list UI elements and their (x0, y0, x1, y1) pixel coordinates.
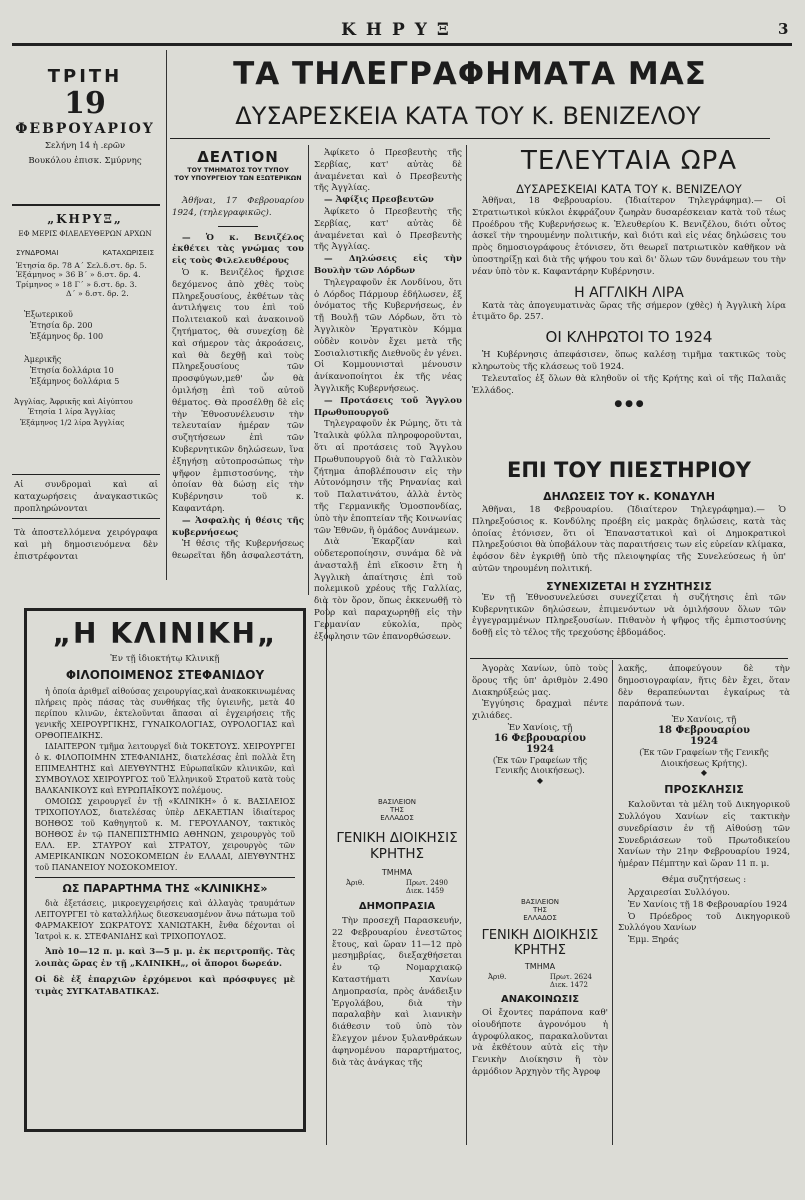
rate-row: Τρίμηνος » 18 Γ΄ » δ.στ. δρ. 3. (16, 279, 137, 289)
conscripts-heading: ΟΙ ΚΛΗΡΩΤΟΙ ΤΟ 1924 (545, 328, 713, 347)
article-paragraph: Ὁ κ. Βενιζέλος ἤρχισε δεχόμενος ἀπὸ χθὲς τοὺς Πληρεξουσίους, ἐκθέτων τὰς ἀντιλήψεις του ἐπὶ τοῦ Πολιτειακοῦ καὶ ἀνακοινοῦ ζητήματος, θὰ συνεχίσῃ δὲ καὶ σήμερον τὰς ἀκροάσεις, καὶ θὰ δεχθῇ καὶ τοὺς Πληρεξουσίους τῶν προσφύγων,μεθ' ὧν θὰ ὁμιλήσῃ ἐπὶ τοῦ αὐτοῦ θέματος. Θὰ προσέλθῃ δὲ εἰς τὴν Ἐθνοσυνέλευσιν τὴν τελευταίαν ἡμέραν τῶν συζητήσεων ἐπὶ τῶν Κυβερνητικῶν δηλώσεων, ἵνα ἐξηγήσῃ αὐτοπροσώπως τὴν ψῆφον ἐμπιστοσύνης, τὴν ὁποίαν θὰ δώσῃ εἰς τὴν Κυβέρνησιν τοῦ κ. Καφαντάρη. (172, 267, 304, 514)
ad-paragraph: ἡ ὁποία ἀριθμεῖ αἰθούσας χειρουργίας,καὶ ἀνακοκκινωμένας πλήρεις πρὸς πάσας τὰς συνθήκας τῆς ὑγιεινῆς, μετὰ 40 περίπου κλινῶν, ἐκτελοῦνται ἅπασαι αἱ ἐγχειρήσεις τῆς γενικῆς ΧΕΙΡΟΥΡΓΙΚΗΣ, ΓΥΝΑΙΚΟΛΟΓΙΑΣ, ΟΥΡΟΛΟΓΙΑΣ καὶ ΟΡΘΟΠΕΔΙΚΗΣ. (35, 687, 295, 740)
clinic-name: „Η ΚΛΙΝΙΚΗ„ (52, 617, 278, 650)
article-paragraph: Ἀθῆναι, 18 Φεβρουαρίου. (Ἰδιαίτερον Τηλεγράφημα).— Οἱ Στρατιωτικοὶ κύκλοι ἐκφράζουν ζωηρὰν δυσαρέσκειαν κατὰ τοῦ τέως Προέδρου τῆς Κυβερνήσεως κ. Ἐλευθερίου Κ. Βενιζέλου, διότι οὗτος ἀσκεῖ τὴν τηρουμένην πολιτικήν, καὶ διότι καὶ εἰς νέας δηλώσεις του πρὸς δημοσιογράφους ἐτόνισεν, ὅτι θεωρεῖ πατριωτικὸν καθῆκον νὰ ὑποστηρίξῃ καὶ διὰ τῆς ψήφου του καὶ δι' ὅλων τῶν δυνάμεων του τὴν νέαν ὑπὸ τὸν κ. Καφαντάρην Κυβέρνησιν. (472, 196, 786, 277)
article-paragraph: Τηλεγραφοῦν ἐκ Ρώμης, ὅτι τὰ Ἰταλικὰ φύλλα πληροφοροῦνται, ὅτι αἱ προτάσεις τοῦ Ἄγγλου Πρωθυπουργοῦ διὰ τὸ Γαλλικὸν ζήτημα ἀποβλέπουσιν εἰς τὴν Αὐτονόμησιν τῆς Ρηνανίας καὶ τοῦ Παλατινάτου, ἀλλὰ ἐντὸς τῆς Γερμανικῆς Ὁμοσπονδίας, ὑπὸ τὴν ἐποπτείαν τῆς Κοινωνίας τῶν Ἐθνῶν, ἢ ὁμάδος Δυνάμεων. (314, 419, 462, 536)
notice-paragraph: Τὴν προσεχῆ Παρασκευήν, 22 Φεβρουαρίου ἐνεστῶτος ἔτους, καὶ ὥραν 11—12 πρὸ μεσημβρίας, διεξαχθήσεται ἐν τῷ Νομαρχιακῷ Καταστήματι Χανίων Δημοπρασία, πρὸς ἀνάδειξιν Ἐργολάβου, διὰ τὴν παραλαβὴν καὶ λιανικὴν διάθεσιν τοῦ ὑπὸ τὸν ἔλεγχον μένον ξυλανθράκων ἀφηνομένου παραρτήματος, διὰ τὰς ἀνάγκας τῆς (332, 916, 462, 1068)
america-rates (10, 354, 160, 387)
bulletin-col-a (172, 148, 304, 559)
authority-region: ΚΡΗΤΗΣ (513, 943, 567, 958)
realm-label: ΕΛΛΑΔΟΣ (380, 814, 414, 822)
notice-paragraph: Ὁ Πρόεδρος τοῦ Δικηγορικοῦ Συλλόγου Χανίων (618, 911, 790, 934)
ad-paragraph: ΟΜΟΙΩΣ χειρουργεῖ ἐν τῇ «ΚΛΙΝΙΚΗ» ὁ κ. ΒΑΣΙΛΕΙΟΣ ΤΡΙΧΟΠΟΥΛΟΣ, διατελέσας ὑπὲρ ΔΕΚΑΕΤΙΑΝ ἰδιαίτερος ΒΟΗΘΟΣ τοῦ Καθηγητοῦ κ. Μ. ΓΕΡΟΥΛΑΝΟΥ, τακτικὸς ΒΟΗΘΟΣ ἐν τῷ ΠΑΝΕΠΙΣΤΗΜΙΩ ΑΘΗΝΩΝ, χειρουργὸς τοῦ ΕΛΛ. ΕΡ. ΣΤΑΥΡΟΥ καὶ ΣΤΡΑΤΟΥ, χειρουργὸς τῶν ΑΜΕΡΙΚΑΝΙΚΩΝ ΝΟΣΟΚΟΜΕΙΩΝ ἐν ΕΛΛΑΔΙ, ΔΙΕΥΘΥΝΤΗΣ τοῦ ΠΑΝΑΝΕΙΟΥ ΝΟΣΟΚΟΜΕΙΟΥ. (35, 797, 295, 872)
authority-region: ΚΡΗΤΗΣ (369, 846, 425, 862)
column-rule (466, 145, 467, 1145)
notice-year: 1924 (526, 743, 554, 755)
ref-label: Ἀριθ. (488, 973, 507, 981)
rate-row: Δ΄ » δ.στ. δρ. 2. (66, 289, 129, 299)
section-rule (470, 658, 788, 659)
paper-name: „ΚΗΡΥΞ„ (47, 212, 123, 226)
ad-paragraph: ΙΔΙΑΙΤΕΡΟΝ τμῆμα λειτουργεῖ διὰ ΤΟΚΕΤΟΥΣ. ΧΕΙΡΟΥΡΓΕΙ ὁ κ. ΦΙΛΟΠΟΙΜΗΝ ΣΤΕΦΑΝΙΔΗΣ, διατελέσας ἐπὶ πολλὰ ἔτη ΕΠΙΜΕΛΗΤΗΣ καὶ ΔΙΕΥΘΥΝΤΗΣ Εὐρωπαϊκῶν κλινικῶν, καὶ ΣΥΜΒΟΥΛΟΣ ΧΕΙΡΟΥΡΓΟΣ τοῦ Ἑλληνικοῦ Στρατοῦ κατὰ τοὺς ΒΑΛΚΑΝΙΚΟΥΣ καὶ ΕΥΡΩΠΑΪΚΟΥΣ πολέμους. (35, 742, 295, 795)
notice-paragraph: λακῆς, ἀποφεύγουν δὲ τὴν δημοσιογραφίαν, ἥτις δὲν ἔχει, ὅταν δὲν θεραπεύωνται ἐγκαίρως τὰ παράπονά των. (618, 664, 790, 710)
rates-header (10, 248, 160, 257)
realm-label: ΒΑΣΙΛΕΙΟΝ (520, 898, 560, 906)
rate-row: Ἑξάμηνος » 36 Β΄ » δ.στ. δρ. 4. (16, 270, 141, 280)
article-paragraph: Ἀθῆναι, 18 Φεβρουαρίου. (Ἰδιαίτερον Τηλεγράφημα).— Ὁ Πληρεξούσιος κ. Κονδύλης προέβη εἰς μακρὰς δηλώσεις, κατὰ τὰς ὁποίας ἐτόνισεν, ὅτι οἱ Ἐπαναστατικοὶ καὶ οἱ Δημοκρατικοὶ Πληρεξούσιοι θὰ ὑποβάλουν τὰς παραιτήσεις των εἰς εὐρείαν κλίμακα, ἐφόσον δὲν ἐγκριθῇ ὑπὸ τῆς πλειοψηφίας τῆς Συνελεύσεως ἡ ὑπ' αὐτῶν τηρουμένη πολιτική. (472, 505, 786, 574)
notices-col-3 (618, 664, 790, 1142)
doctor-name: ΦΙΛΟΠΟΙΜΕΝΟΣ ΣΤΕΦΑΝΙΔΟΥ (65, 668, 265, 682)
ref-prot: Πρωτ. 2490 (405, 879, 448, 887)
notice-from: (Ἐκ τῶν Γραφείων τῆς Γενικῆς Διοικήσεως Κρήτης). (639, 747, 769, 768)
headline-rule (170, 138, 770, 139)
ref-values (550, 973, 592, 989)
england-rates (10, 397, 160, 429)
article-paragraph: Ἡ θέσις τῆς Κυβερνήσεως θεωρεῖται ἤδη ἀσφαλεστάτη, (172, 539, 304, 560)
bulletin-subtitle: ΤΟΥ ΥΠΟΥΡΓΕΙΟΥ ΤΩΝ ΕΞΩΤΕΡΙΚΩΝ (174, 174, 302, 182)
authority-name: ΓΕΝΙΚΗ ΔΙΟΙΚΗΣΙΣ (336, 830, 458, 846)
last-hour-title: ΤΕΛΕΥΤΑΙΑ ΩΡΑ (520, 146, 738, 176)
notice-paragraph: Οἱ ἔχοντες παράπονα καθ' οἱουδήποτε ἀγρονόμου ἡ ἀγροφύλακος, παρακαλοῦνται νὰ ἐκθέτουν αὐτὰ εἰς τὴν Γενικὴν Διοίκησιν ἢ τὸν ἁρμόδιον Ἀρχηγὸν τῆς Ἀγροφ (472, 1008, 608, 1077)
notice-year: 1924 (690, 736, 718, 748)
auction-title: ΔΗΜΟΠΡΑΣΙΑ (358, 901, 436, 912)
column-rule (166, 50, 167, 580)
england-heading: Ἀγγλίας, Ἀφρικῆς καὶ Αἰγύπτου (14, 396, 133, 406)
article-paragraph: Ἐν τῇ Ἐθνοσυνελεύσει συνεχίζεται ἡ συζήτησις ἐπὶ τῶν Κυβερνητικῶν δηλώσεων, ἐπιμενόντων νὰ ὁμιλήσουν ὅλων τῶν ἐγγεγραμμένων Πληρεξουσίων. Πιθανὸν ἡ ψῆφος τῆς ἐμπιστοσύνης δοθῇ εἰς τὸ τέλος τῆς τρεχούσης ἑβδομάδος. (472, 592, 786, 639)
ad-footer: Οἱ δὲ ἐξ ἐπαρχιῶν ἐρχόμενοι καὶ πρόσφυγες μὲ τιμὰς ΣΥΓΚΑΤΑΒΑΤΙΚΑΣ. (35, 975, 295, 997)
annex-heading: ΩΣ ΠΑΡΑΡΤΗΜΑ ΤΗΣ «ΚΛΙΝΙΚΗΣ» (62, 882, 268, 895)
invitation-title: ΠΡΟΣΚΛΗΣΙΣ (664, 783, 744, 797)
main-headline: ΤΑ ΤΗΛΕΓΡΑΦΗΜΑΤΑ ΜΑΣ (233, 56, 707, 92)
notice-paragraph: Ἐγγύησις δραχμαὶ πέντε χιλιάδες. (472, 699, 608, 722)
section-heading: — Προτάσεις τοῦ Ἄγγλου Πρωθυπουργοῦ (314, 395, 462, 418)
clinic-ad (24, 608, 306, 1132)
date-box (10, 66, 160, 166)
month: ΦΕΒΡΟΥΑΡΙΟΥ (15, 121, 155, 137)
article-paragraph: Τελευταῖος ἐξ ὅλων θὰ κληθοῦν οἱ τῆς Κρήτης καὶ οἱ τῆς Παλαιᾶς Ἑλλάδος. (472, 373, 786, 396)
ref-values (406, 879, 448, 895)
masthead-rule (12, 43, 792, 46)
saint-of-day: Βουκόλου ἐπισκ. Σμύρνης (28, 156, 142, 166)
clinic-intro: Ἐν τῇ ἰδιοκτήτῳ Κλινικῇ (110, 654, 220, 664)
department: ΤΜΗΜΑ (381, 868, 413, 877)
ref-numbers (472, 973, 608, 989)
abroad-rate: Ἑξάμηνος δρ. 100 (30, 331, 104, 341)
masthead-title: ΚΗΡΥΞ (341, 20, 459, 40)
department: ΤΜΗΜΑ (524, 962, 556, 971)
article-paragraph: Διὰ Ἐκαρζίαν καὶ οὐδετεροποίησιν, συνάμα δὲ νὰ ἀνασταλῇ ἐπὶ εἴκοσιν ἔτη ἡ Ἀγγλικὴ ἀπαίτησις ἐπὶ τοῦ πολεμικοῦ χρέους τῆς Γαλλίας, διὰ τὸν ὅρον, ὅπως ἐκκενωθῇ τὸ Ροὺρ καὶ παραχωρηθῇ εἰς τὴν Γερμανίαν εὐκολία, πρὸς ἐξόφλησιν τῶν ἐπανορθώσεων. (314, 537, 462, 642)
realm-label: ΤΗΣ (533, 906, 547, 914)
america-heading: Ἀμερικῆς (24, 354, 62, 364)
article-paragraph: Ἀφίκετο ὁ Πρεσβευτὴς τῆς Σερβίας, κατ' αὐτὰς δὲ ἀναμένεται καὶ ὁ Πρεσβευτὴς τῆς Ἀγγλίας. (314, 206, 462, 253)
last-hour-heading: ΔΥΣΑΡΕΣΚΕΙΑΙ ΚΑΤΑ ΤΟΥ κ. ΒΕΝΙΖΕΛΟΥ (516, 182, 742, 196)
last-hour (472, 146, 786, 409)
notice-date: 18 Φεβρουαρίου (658, 725, 750, 737)
notice-paragraph: Ἀγορὰς Χανίων, ὑπὸ τοὺς ὅρους τῆς ὑπ' ἀριθμὸν 2.490 Διακηρύξεώς μας. (472, 664, 608, 698)
column-rule (612, 660, 613, 1145)
column-rule (308, 145, 309, 595)
notice-from: (Ἐκ τῶν Γραφείων τῆς Γενικῆς Διοικήσεως). (492, 754, 588, 776)
england-rate: Ἐτησία 1 λίρα Ἀγγλίας (28, 407, 116, 417)
ref-prot: Πρωτ. 2624 (549, 973, 592, 981)
subscription-box (10, 212, 160, 428)
manuscripts-note: Τὰ ἀποστελλόμενα χειρόγραφα καὶ μὴ δημοσιευόμενα δὲν ἐπιστρέφονται (14, 528, 158, 562)
moon-phase: Σελήνη 14 ἡ .ερῶν (44, 141, 126, 151)
divider (12, 474, 160, 475)
abroad-heading: Ἐξωτερικοῦ (24, 309, 73, 319)
notice-place: Ἐν Χανίοις, τῇ (671, 715, 737, 726)
press-title: ΕΠΙ ΤΟΥ ΠΙΕΣΤΗΡΙΟΥ (507, 458, 751, 482)
short-rule (218, 226, 258, 227)
announcement-notice (472, 898, 608, 1142)
article-paragraph: Κατὰ τὰς ἀπογευματινὰς ὥρας τῆς σήμερον (χθὲς) ἡ Ἀγγλικὴ λίρα ἐτιμᾶτο δρ. 257. (472, 300, 786, 323)
england-rate: Ἑξάμηνος 1/2 λίρα Ἀγγλίας (20, 417, 125, 427)
signature: Ἐμμ. Ξηράς (628, 935, 679, 946)
debate-heading: ΣΥΝΕΧΙΖΕΤΑΙ Η ΣΥΖΗΤΗΣΙΣ (546, 579, 712, 593)
on-the-press (472, 458, 786, 640)
rates-table (10, 261, 160, 299)
dateline: Ἀθῆναι, 17 Φεβρουαρίου 1924, (τηλεγραφικῶς). (172, 196, 304, 218)
classifieds-label: ΚΑΤΑΧΩΡΙΣΕΙΣ (102, 248, 154, 257)
ref-numbers (332, 879, 462, 895)
weekday: ΤΡΙΤΗ (47, 66, 123, 87)
ad-paragraph: διὰ ἐξετάσεις, μικροεγχειρήσεις καὶ ἀλλαγὰς τραυμάτων ΛΕΙΤΟΥΡΓΕΙ τὸ καταλλήλως διεσκευασμένον ἄνω πάτωμα τοῦ ΦΑΡΜΑΚΕΙΟΥ ΣΩΚΡΑΤΟΥΣ ΧΑΝΙΩΤΑΚΗ, ἔνθα δέχονται οἱ Ἰατροὶ κ. κ. ΣΤΕΦΑΝΙΔΗΣ καὶ ΤΡΙΧΟΠΟΥΛΟΣ. (35, 899, 295, 941)
agenda-label: Θέμα συζητήσεως : (661, 874, 747, 885)
america-rate: Ἑξάμηνος δολλάρια 5 (30, 376, 120, 386)
abroad-rate: Ἐτησία δρ. 200 (30, 320, 93, 330)
press-heading: ΔΗΛΩΣΕΙΣ ΤΟΥ κ. ΚΟΝΔΥΛΗ (543, 490, 715, 503)
pound-heading: Η ΑΓΓΛΙΚΗ ΛΙΡΑ (574, 284, 684, 301)
ornament: ◆ (536, 775, 544, 785)
rate-row: Ἐτησία δρ. 78 Α΄ Σελ.δ.στ. δρ. 5. (16, 261, 147, 270)
bulletin-subtitle: ΤΟΥ ΤΜΗΜΑΤΟΣ ΤΟΥ ΤΥΠΟΥ (187, 166, 289, 174)
day-number: 19 (64, 86, 106, 121)
realm-label: ΤΗΣ (390, 806, 404, 814)
divider (12, 518, 160, 519)
page-number: 3 (778, 20, 789, 38)
section-heading: — Δηλώσεις εἰς τὴν Βουλὴν τῶν Λόρδων (314, 254, 462, 276)
ad-rule (35, 877, 295, 878)
realm-label: ΕΛΛΑΔΟΣ (523, 914, 557, 922)
section-heading: — Ἀφίξις Πρεσβευτῶν (324, 195, 434, 206)
section-heading: — Ἀσφαλὴς ἡ θέσις τῆς κυβερνήσεως (172, 515, 304, 538)
article-paragraph: Ἡ Κυβέρνησις ἀπεφάσισεν, ὅπως καλέσῃ τιμῆμα τακτικῶς τοὺς κληρωτοὺς τῆς κλάσεως τοῦ 1924. (472, 350, 786, 372)
notice-paragraph: Ἀρχαιρεσίαι Συλλόγου. (628, 887, 730, 898)
notice-place: Ἐν Χανίοις, τῇ (507, 722, 573, 733)
sub-headline: ΔΥΣΑΡΕΣΚΕΙΑ ΚΑΤΑ ΤΟΥ Κ. ΒΕΝΙΖΕΛΟΥ (235, 102, 701, 130)
ref-label: Ἀριθ. (346, 879, 365, 887)
america-rate: Ἐτησία δολλάρια 10 (30, 365, 114, 375)
paper-tagline: ΕΦ ΜΕΡΙΣ ΦΙΛΕΛΕΥΘΕΡΩΝ ΑΡΧΩΝ (18, 229, 152, 238)
notice-paragraph: Ἐν Χανίοις τῇ 18 Φεβρουαρίου 1924 (628, 899, 788, 910)
notice-paragraph: Καλοῦνται τὰ μέλη τοῦ Δικηγορικοῦ Συλλόγου Χανίων εἰς τακτικὴν συνεδρίασιν ἐν τῇ Αἰθούσῃ τῶν Συνεδριάσεων τοῦ Πρωτοδικείου Χανίων τὴν 21ην Φεβρουαρίου 1924, ἡμέραν Πέμπτην καὶ ὥραν 11 π. μ. (618, 800, 790, 870)
realm-label: ΒΑΣΙΛΕΙΟΝ (377, 798, 417, 806)
section-heading: — Ὁ κ. Βενιζέλος ἐκθέτει τὰς γνώμας του εἰς τοὺς Φιλελευθέρους (172, 232, 304, 267)
prepay-note: Αἱ συνδρομαὶ καὶ αἱ καταχωρήσεις ἀναγκαστικῶς προπληρώνονται (14, 480, 158, 514)
bulletin-title: ΔΕΛΤΙΟΝ (197, 148, 279, 166)
auction-notice (332, 798, 462, 1142)
notice-date: 16 Φεβρουαρίου (494, 732, 586, 744)
abroad-rates (10, 309, 160, 342)
article-paragraph: Τηλεγραφοῦν ἐκ Λονδίνου, ὅτι ὁ Λόρδος Πάρμουρ ἐδήλωσεν, ἐξ ὀνόματος τῆς Κυβερνήσεως, ἐν τῇ Βουλῇ τῶν Λόρδων, ὅτι τὸ Ἀγγλικὸν Ἐργατικὸν Κόμμα οὐδὲν κοινὸν ἔχει μετὰ τῆς Σοσιαλιστικῆς Διεθνοῦς ἐν γένει. Οἱ Κομμουνισταὶ μένουσιν ἀνίκανοποίητοι ἐκ τῆς νέας Ἀγγλικῆς Κυβερνήσεως. (314, 277, 462, 394)
ornament: ● ● ● (614, 399, 644, 410)
announcement-title: ΑΝΑΚΟΙΝΩΣΙΣ (500, 994, 580, 1005)
office-hours: Ἀπὸ 10—12 π. μ. καὶ 3—5 μ. μ. ἐκ περιτροπῆς. Τὰς λοιπὰς ὥρας ἐν τῇ „ΚΛΙΝΙΚΗ„, οἱ ἄποροι δωρεάν. (35, 947, 295, 969)
ref-diek: Διεκ. 1459 (405, 887, 444, 895)
divider (12, 204, 160, 206)
article-paragraph: Ἀφίκετο ὁ Πρεσβευτὴς τῆς Σερβίας, κατ' αὐτὰς δὲ ἀναμένεται καὶ ὁ Πρεσβευτὴς τῆς Ἀγγλίας. (314, 148, 462, 194)
authority-name: ΓΕΝΙΚΗ ΔΙΟΙΚΗΣΙΣ (481, 928, 599, 943)
ornament: ◆ (700, 768, 708, 778)
subscriptions-label: ΣΥΝΔΡΟΜΑΙ (16, 248, 59, 257)
ref-diek: Διεκ. 1472 (549, 981, 588, 989)
